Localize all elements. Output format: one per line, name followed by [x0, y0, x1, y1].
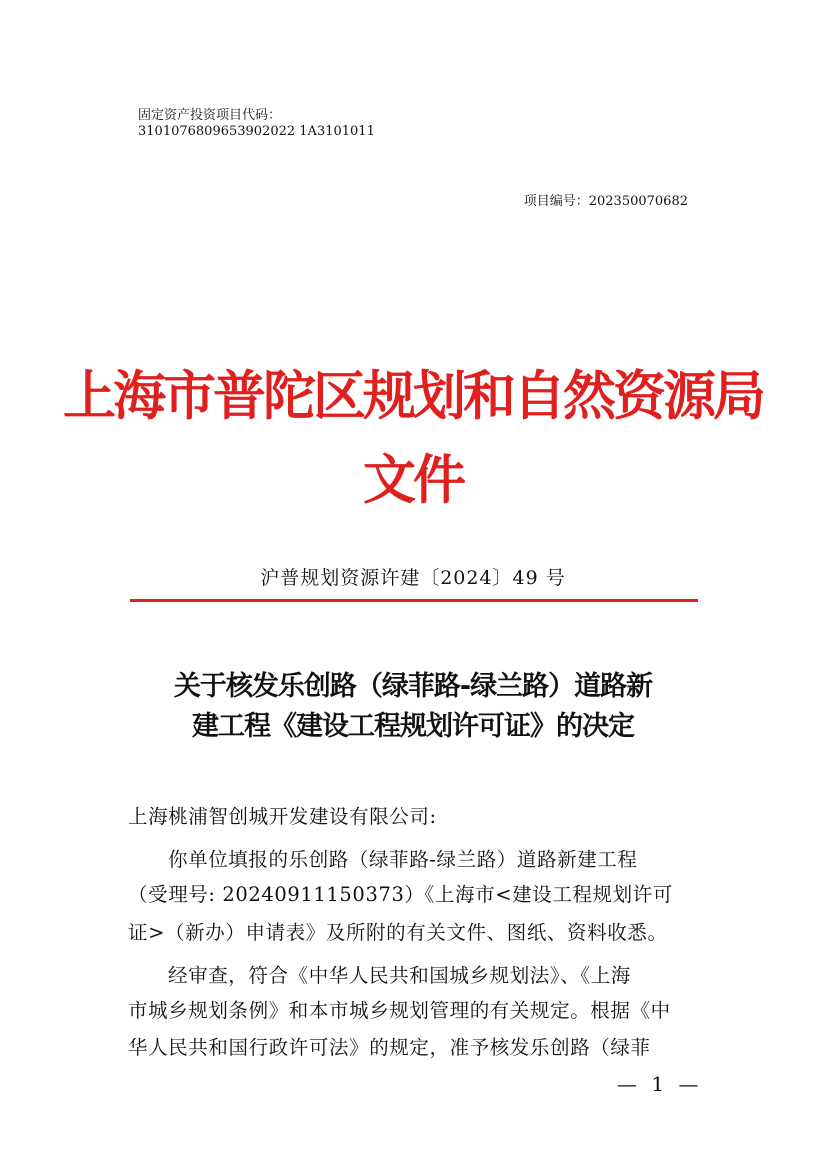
addressee: 上海桃浦智创城开发建设有限公司: — [128, 805, 437, 828]
document-number: 沪普规划资源许建〔2024〕49 号 — [260, 567, 566, 589]
body-paragraph-line: （受理号: 20240911150373）《上海市<建设工程规划许可 — [128, 883, 673, 906]
body-paragraph-line: 证>（新办）申请表》及所附的有关文件、图纸、资料收悉。 — [128, 921, 668, 944]
fixed-asset-code-value: 3101076809653902022 1A3101011 — [138, 124, 375, 139]
body-paragraph-line: 你单位填报的乐创路（绿菲路-绿兰路）道路新建工程 — [168, 848, 638, 871]
fixed-asset-code-label: 固定资产投资项目代码： — [138, 108, 282, 123]
body-paragraph-line: 华人民共和国行政许可法》的规定，准予核发乐创路（绿菲 — [128, 1036, 651, 1059]
decision-title-line-1: 关于核发乐创路（绿菲路-绿兰路）道路新 — [173, 671, 653, 702]
body-paragraph-line: 经审查，符合《中华人民共和国城乡规划法》、《上海 — [168, 964, 631, 987]
page-number: — 1 — — [617, 1072, 703, 1096]
document-type-title: 文件 — [363, 450, 463, 511]
red-divider-line — [130, 599, 698, 602]
issuing-authority-title: 上海市普陀区规划和自然资源局 — [63, 366, 763, 427]
decision-title-line-2: 建工程《建设工程规划许可证》的决定 — [192, 711, 634, 742]
body-paragraph-line: 市城乡规划条例》和本市城乡规划管理的有关规定。根据《中 — [128, 999, 671, 1022]
project-number: 项目编号：202350070682 — [523, 194, 688, 209]
